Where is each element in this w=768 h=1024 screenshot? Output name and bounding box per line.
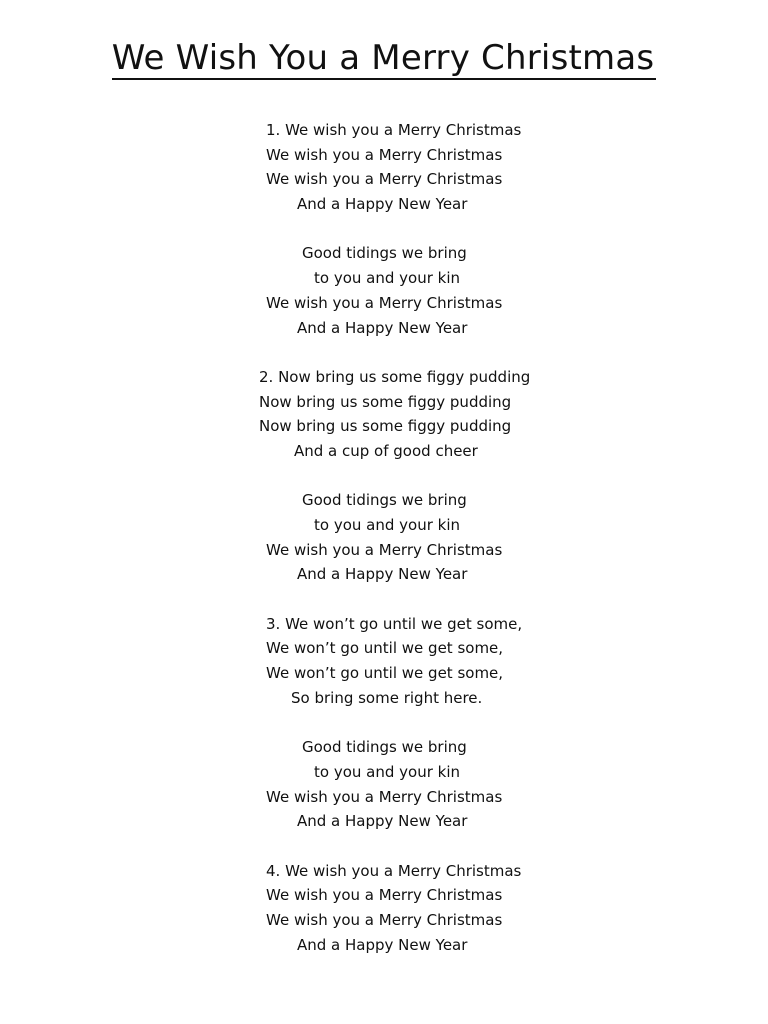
page-title [0,36,768,80]
lyric-line-row [0,735,768,760]
lyric-line-row [0,785,768,810]
lyric-line: Good tidings we bring [302,491,467,510]
lyric-line: And a Happy New Year [297,935,468,954]
lyric-line-row [0,316,768,341]
lyric-line-row [0,365,768,390]
lyric-line-row [0,538,768,563]
lyric-line: Now bring us some figgy pudding [259,417,512,436]
lyric-line-row [0,291,768,316]
lyric-line: Good tidings we bring [302,244,467,263]
lyric-line-row [0,118,768,143]
lyric-line: We wish you a Merry Christmas [266,787,503,806]
lyric-line-row [0,883,768,908]
lyric-line: And a Happy New Year [297,565,468,584]
lyric-line: We wish you a Merry Christmas [266,170,503,189]
lyric-line: Now bring us some figgy pudding [259,392,512,411]
lyric-stanza [0,241,768,340]
lyric-line: 4. We wish you a Merry Christmas [266,861,522,880]
lyric-line: We won’t go until we get some, [266,639,504,658]
lyric-line: to you and your kin [314,269,461,288]
lyric-line: And a Happy New Year [297,812,468,831]
lyric-stanza [0,488,768,587]
lyrics-body [0,118,768,982]
lyric-line-row [0,933,768,958]
lyric-line-row [0,241,768,266]
lyric-line-row [0,439,768,464]
lyric-line: We wish you a Merry Christmas [266,911,503,929]
lyric-line: 2. Now bring us some figgy pudding [259,367,531,386]
lyric-line-row [0,859,768,884]
lyric-line: to you and your kin [314,762,461,781]
lyric-line: And a cup of good cheer [294,441,478,460]
lyric-stanza [0,365,768,464]
lyric-line-row [0,661,768,686]
lyric-line-row [0,513,768,538]
lyric-line: Good tidings we bring [302,738,467,757]
page-title-text: We Wish You a Merry Christmas [111,38,655,78]
lyric-line-row [0,390,768,415]
lyric-line-row [0,908,768,933]
lyric-stanza [0,612,768,711]
lyric-line: We won’t go until we get some, [266,664,504,683]
lyric-line-row [0,143,768,168]
lyric-line: And a Happy New Year [297,195,468,214]
lyric-line: We wish you a Merry Christmas [266,145,503,164]
lyric-line-row [0,686,768,711]
lyric-line-row [0,192,768,217]
lyric-line: 1. We wish you a Merry Christmas [266,121,522,139]
lyric-line-row [0,167,768,192]
lyric-line-row [0,809,768,834]
lyric-line-row [0,266,768,291]
lyric-stanza [0,859,768,958]
lyric-line: We wish you a Merry Christmas [266,293,503,312]
lyric-stanza [0,735,768,834]
lyric-line-row [0,414,768,439]
lyric-stanza [0,118,768,217]
lyric-line: to you and your kin [314,516,461,534]
lyric-line: 3. We won’t go until we get some, [266,614,523,633]
lyric-line-row [0,562,768,587]
lyric-line: And a Happy New Year [297,318,468,337]
lyric-line-row [0,488,768,513]
lyric-line-row [0,760,768,785]
lyric-line: So bring some right here. [291,688,483,707]
lyric-line-row [0,636,768,661]
lyric-line: We wish you a Merry Christmas [266,540,503,559]
lyric-line: We wish you a Merry Christmas [266,886,503,905]
lyric-line-row [0,612,768,637]
